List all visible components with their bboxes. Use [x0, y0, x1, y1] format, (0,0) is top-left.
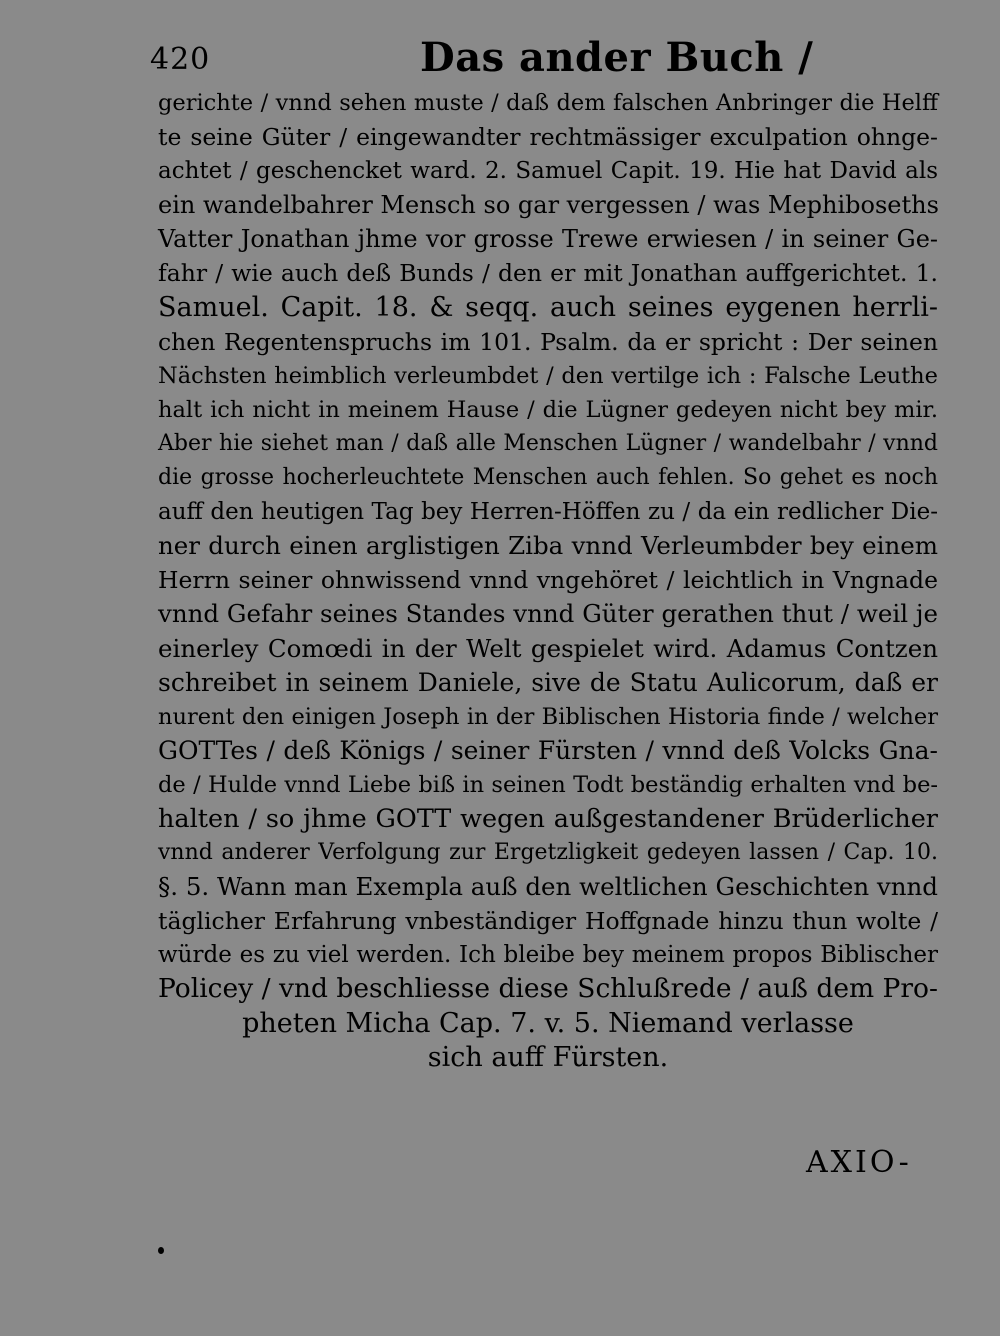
- text-line: halt ich nicht in meinem Hause / die Lügner gedeyen nicht bey mir.: [158, 396, 938, 423]
- text-line: Nächsten heimblich verleumbdet / den vertilge ich : Falsche Leuthe: [158, 362, 938, 389]
- text-line: §. 5. Wann man Exempla auß den weltlichen Geschichten vnnd: [158, 872, 938, 902]
- text-line: fahr / wie auch deß Bunds / den er mit Jonathan auffgerichtet. 1.: [158, 259, 938, 288]
- text-line: auff den heutigen Tag bey Herren-Höffen zu / da ein redlicher Die-: [158, 499, 938, 526]
- text-line: de / Hulde vnnd Liebe biß in seinen Todt beständig erhalten vnd be-: [158, 771, 938, 798]
- text-line: einerley Comœdi in der Welt gespielet wird. Adamus Contzen: [158, 633, 938, 663]
- page-number: 420: [150, 42, 211, 77]
- text-line: GOTTes / deß Königs / seiner Fürsten / vnnd deß Volcks Gna-: [158, 735, 938, 765]
- closing-line: Policey / vnd beschliesse diese Schlußrede / auß dem Pro-: [158, 973, 938, 1005]
- text-line: chen Regentenspruchs im 101. Psalm. da er spricht : Der seinen: [158, 327, 938, 356]
- text-line: täglicher Erfahrung vnbeständiger Hoffgnade hinzu thun wolte /: [158, 907, 938, 936]
- ink-speck: [158, 1247, 164, 1254]
- text-line: vnnd Gefahr seines Standes vnnd Güter gerathen thut / weil je: [158, 599, 938, 629]
- text-line: würde es zu viel werden. Ich bleibe bey meinem propos Biblischer: [158, 942, 938, 969]
- text-line: gerichte / vnnd sehen muste / daß dem falschen Anbringer die Helff: [158, 90, 938, 116]
- text-line: vnnd anderer Verfolgung zur Ergetzligkeit gedeyen lassen / Cap. 10.: [158, 840, 938, 866]
- text-line: ner durch einen arglistigen Ziba vnnd Verleumbder bey einem: [158, 531, 938, 561]
- text-line: halten / so jhme GOTT wegen außgestandener Brüderlicher: [158, 803, 938, 834]
- text-line: die grosse hocherleuchtete Menschen auch fehlen. So gehet es noch: [158, 465, 938, 491]
- text-line: Samuel. Capit. 18. & seqq. auch seines eygenen herrli-: [158, 291, 938, 323]
- running-title: Das ander Buch /: [420, 34, 814, 81]
- closing-line: pheten Micha Cap. 7. v. 5. Niemand verlasse: [242, 1007, 854, 1039]
- text-line: schreibet in seinem Daniele, sive de Statu Aulicorum, daß er: [158, 667, 938, 697]
- body-text: [158, 86, 938, 1075]
- text-line: Herrn seiner ohnwissend vnnd vngehöret / leichtlich in Vngnade: [158, 566, 938, 595]
- text-line: achtet / geschencket ward. 2. Samuel Capit. 19. Hie hat David als: [158, 158, 938, 185]
- text-line: ein wandelbahrer Mensch so gar vergessen / was Mephiboseths: [158, 191, 939, 220]
- closing-line: sich auff Fürsten.: [427, 1041, 669, 1073]
- text-line: nurent den einigen Joseph in der Biblischen Historia finde / welcher: [158, 703, 938, 730]
- catchword: AXIO-: [806, 1145, 912, 1180]
- text-line: Aber hie siehet man / daß alle Menschen Lügner / wandelbahr / vnnd: [158, 430, 938, 456]
- text-line: Vatter Jonathan jhme vor grosse Trewe erwiesen / in seiner Ge-: [158, 225, 938, 254]
- text-line: te seine Güter / eingewandter rechtmässiger exculpation ohnge-: [158, 123, 938, 152]
